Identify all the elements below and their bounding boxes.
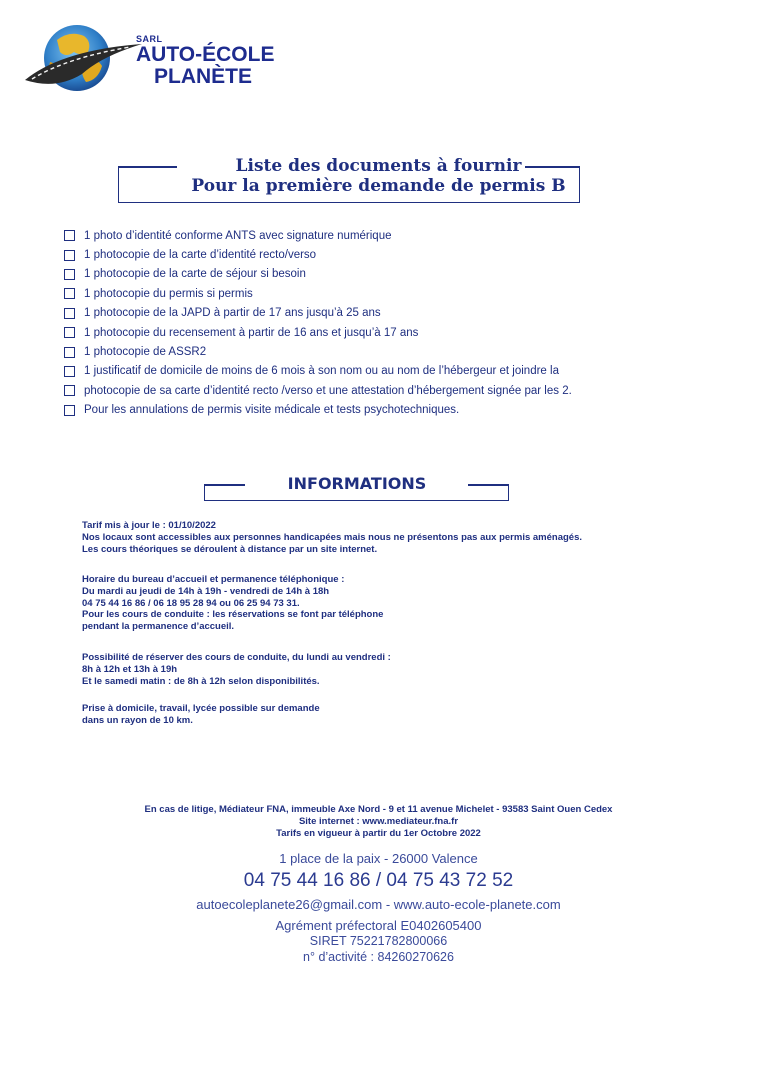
documents-title-line-2: Pour la première demande de permis B: [191, 176, 566, 196]
checklist-item: 1 photocopie de la JAPD à partir de 17 ans jusqu’à 25 ans: [64, 304, 704, 323]
checklist-item: 1 photocopie de ASSR2: [64, 342, 704, 361]
footer-agrement: Agrément préfectoral E0402605400: [275, 918, 482, 933]
info-horaire-days: Du mardi au jeudi de 14h à 19h - vendredi de 14h à 18h: [82, 585, 330, 597]
brand-line-1: AUTO-ÉCOLE: [136, 43, 275, 66]
info-conduite-1: Pour les cours de conduite : les réservations se font par téléphone: [82, 609, 384, 621]
footer-site: Site internet : www.mediateur.fna.fr: [298, 816, 459, 827]
checklist-item: 1 photo d’identité conforme ANTS avec signature numérique: [64, 226, 704, 245]
checklist-item: 1 photocopie du recensement à partir de 16 ans et jusqu’à 17 ans: [64, 323, 704, 342]
info-conduite-2: pendant la permanence d’accueil.: [82, 621, 235, 633]
checklist-item: 1 photocopie de la carte de séjour si besoin: [64, 265, 704, 284]
footer-siret: SIRET 75221782800066: [309, 934, 448, 948]
checklist-item: 1 photocopie du permis si permis: [64, 284, 704, 303]
checkbox[interactable]: [64, 308, 75, 319]
footer-tarifs: Tarifs en vigueur à partir du 1er Octobre 2022: [276, 828, 481, 839]
checkbox[interactable]: [64, 385, 75, 396]
footer-phones: 04 75 44 16 86 / 04 75 43 72 52: [243, 870, 514, 891]
info-cours: Les cours théoriques se déroulent à distance par un site internet.: [82, 543, 378, 555]
info-prise-1: Prise à domicile, travail, lycée possible sur demande: [82, 703, 320, 714]
brand-name: [136, 34, 274, 88]
checkbox[interactable]: [64, 366, 75, 377]
footer-email-web: autoecoleplanete26@gmail.com - www.auto-ecole-planete.com: [196, 897, 561, 912]
globe-road-logo: [22, 22, 154, 102]
info-block-horaire: [82, 574, 383, 633]
info-tarif: Tarif mis à jour le : 01/10/2022: [82, 520, 216, 531]
info-locaux: Nos locaux sont accessibles aux personnes handicapées mais nous ne présentons pas aux permis aménagés.: [82, 531, 583, 543]
informations-title: INFORMATIONS: [287, 474, 427, 493]
brand-line-2: PLANÈTE: [154, 65, 253, 88]
info-block-general: [82, 520, 582, 555]
info-horaire-title: Horaire du bureau d’accueil et permanence téléphonique :: [82, 574, 345, 585]
footer-address: 1 place de la paix - 26000 Valence: [279, 851, 478, 866]
info-possibilite-hours: 8h à 12h et 13h à 19h: [82, 663, 178, 675]
checkbox[interactable]: [64, 230, 75, 241]
checklist-item: photocopie de sa carte d’identité recto /verso et une attestation d’hébergement signée par les 2.: [64, 381, 704, 400]
info-possibilite: Possibilité de réserver des cours de conduite, du lundi au vendredi :: [82, 652, 391, 663]
checklist-item: Pour les annulations de permis visite médicale et tests psychotechniques.: [64, 401, 704, 420]
checkbox[interactable]: [64, 405, 75, 416]
info-samedi: Et le samedi matin : de 8h à 12h selon disponibilités.: [82, 675, 320, 687]
documents-title-line-1: Liste des documents à fournir: [235, 156, 522, 176]
checkbox[interactable]: [64, 288, 75, 299]
brand-sarl: SARL: [136, 34, 163, 44]
info-block-prise: [82, 703, 320, 727]
footer-activite: n° d’activité : 84260270626: [303, 950, 454, 964]
checkbox[interactable]: [64, 327, 75, 338]
documents-title: [0, 156, 757, 196]
footer-litige: En cas de litige, Médiateur FNA, immeuble Axe Nord - 9 et 11 avenue Michelet - 93583 Saint Ouen Cedex: [144, 804, 613, 815]
checklist-item: 1 photocopie de la carte d’identité recto/verso: [64, 245, 704, 264]
info-prise-2: dans un rayon de 10 km.: [82, 714, 193, 726]
info-horaire-phones: 04 75 44 16 86 / 06 18 95 28 94 ou 06 25 94 73 31.: [82, 597, 300, 609]
info-block-possibilite: [82, 652, 391, 687]
checkbox[interactable]: [64, 269, 75, 280]
checklist-item: 1 justificatif de domicile de moins de 6 mois à son nom ou au nom de l’hébergeur et joindre la: [64, 362, 704, 381]
checkbox[interactable]: [64, 250, 75, 261]
documents-checklist: [64, 226, 704, 420]
checkbox[interactable]: [64, 347, 75, 358]
